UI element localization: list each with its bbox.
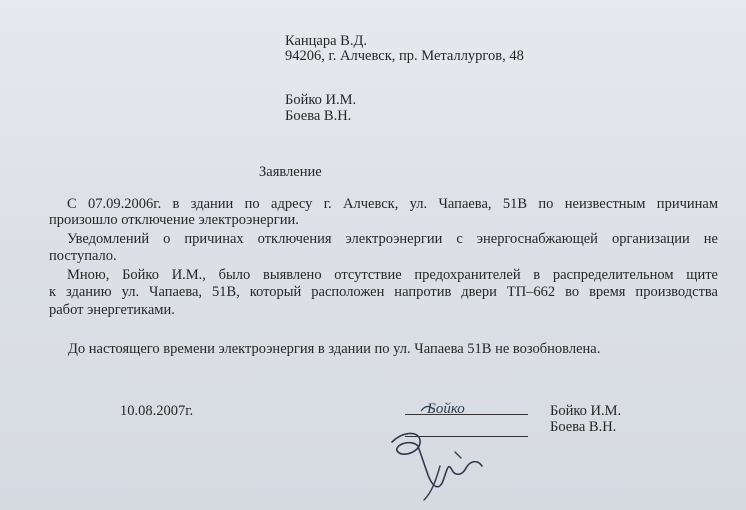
- body-paragraph-2-line-2: поступало.: [49, 248, 117, 264]
- signature-name-2: Боева В.Н.: [550, 419, 617, 435]
- body-paragraph-3-line-2: к зданию ул. Чапаева, 51В, который расположен напротив двери ТП–662 во время производства: [49, 284, 718, 300]
- body-paragraph-4: До настоящего времени электроэнергия в здании по ул. Чапаева 51В не возобновлена.: [68, 341, 601, 357]
- signature-name-1: Бойко И.М.: [550, 403, 622, 419]
- body-paragraph-3-line-3: работ энергетиками.: [49, 302, 175, 318]
- sender-name-2: Боева В.Н.: [285, 108, 352, 124]
- sender-name-1: Бойко И.М.: [285, 92, 357, 108]
- body-paragraph-1-line-2: произошло отключение электроэнергии.: [49, 212, 299, 228]
- body-paragraph-2-line-1: Уведомлений о причинах отключения электроэнергии с энергоснабжающей организации не: [67, 231, 718, 247]
- addressee-name: Канцара В.Д.: [285, 33, 367, 49]
- addressee-address: 94206, г. Алчевск, пр. Металлургов, 48: [285, 48, 524, 64]
- document-title: Заявление: [259, 164, 322, 180]
- body-paragraph-3-line-1: Мною, Бойко И.М., было выявлено отсутствие предохранителей в распределительном щите: [67, 267, 718, 283]
- body-paragraph-1-line-1: С 07.09.2006г. в здании по адресу г. Алчевск, ул. Чапаева, 51В по неизвестным причинам: [67, 196, 718, 212]
- document-date: 10.08.2007г.: [120, 403, 194, 419]
- svg-text:Бойко: Бойко: [427, 401, 465, 417]
